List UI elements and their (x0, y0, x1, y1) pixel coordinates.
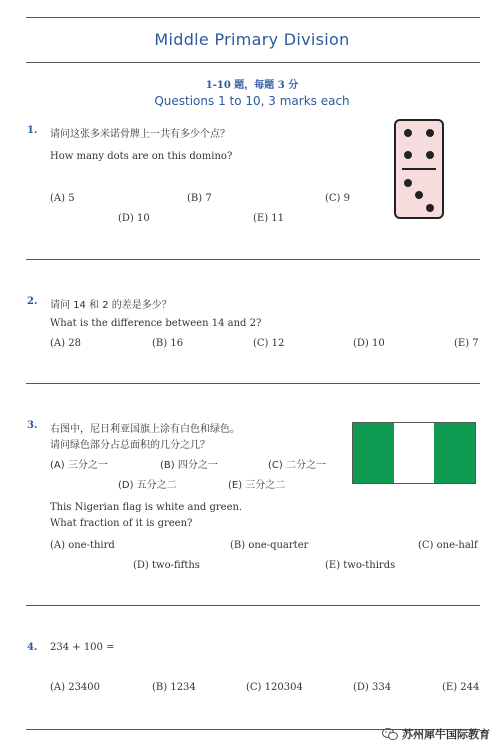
question-divider (26, 259, 480, 260)
question-3-option-b[interactable]: (B) one-quarter (230, 540, 309, 551)
question-4-option-c[interactable]: (C) 120304 (246, 682, 303, 693)
question-3-number: 3. (27, 420, 38, 431)
domino-dot (415, 191, 423, 199)
question-3-option-cn-c[interactable]: (C) 二分之一 (268, 460, 326, 471)
question-2-option-d[interactable]: (D) 10 (353, 338, 385, 349)
question-1-option-e[interactable]: (E) 11 (253, 213, 285, 224)
question-3-option-cn-a[interactable]: (A) 三分之一 (50, 460, 108, 471)
question-3-text-en-line1: This Nigerian flag is white and green. (50, 502, 243, 513)
question-3-text-cn-line2: 请问绿色部分占总面积的几分之几？ (50, 440, 210, 451)
domino-dot (404, 151, 412, 159)
question-1-number: 1. (27, 125, 38, 136)
question-divider (26, 605, 480, 606)
question-2-text-cn: 请问 14 和 2 的差是多少？ (50, 300, 172, 311)
question-3-text-en-line2: What fraction of it is green? (50, 518, 193, 529)
question-3-option-e[interactable]: (E) two-thirds (325, 560, 396, 571)
question-3-option-a[interactable]: (A) one-third (50, 540, 115, 551)
question-4-option-a[interactable]: (A) 23400 (50, 682, 101, 693)
header-rule (26, 62, 480, 63)
question-3-option-cn-d[interactable]: (D) 五分之二 (118, 480, 177, 491)
question-2-number: 2. (27, 296, 38, 307)
question-2-option-e[interactable]: (E) 7 (454, 338, 479, 349)
question-1-text-en: How many dots are on this domino? (50, 151, 233, 162)
domino-divider (402, 168, 436, 170)
question-3-text-cn-line1: 右图中，尼日利亚国旗上涂有白色和绿色。 (50, 424, 240, 435)
question-1-text-cn: 请问这张多米诺骨牌上一共有多少个点？ (50, 129, 230, 140)
domino-dot (426, 204, 434, 212)
flag-white-band (394, 423, 435, 483)
nigerian-flag-figure (352, 422, 476, 484)
question-4-option-b[interactable]: (B) 1234 (152, 682, 196, 693)
domino-figure (394, 119, 444, 219)
question-4-option-d[interactable]: (D) 334 (353, 682, 392, 693)
watermark-text: 苏州犀牛国际教育 (402, 728, 490, 741)
watermark (382, 726, 490, 742)
domino-dot (404, 179, 412, 187)
question-2-option-c[interactable]: (C) 12 (253, 338, 285, 349)
domino-dot (426, 129, 434, 137)
domino-dot (426, 151, 434, 159)
question-3-option-cn-b[interactable]: (B) 四分之一 (160, 460, 218, 471)
top-rule (26, 17, 480, 18)
question-4-option-e[interactable]: (E) 244 (442, 682, 480, 693)
question-4-text-en: 234 + 100 = (50, 642, 115, 653)
question-3-option-cn-e[interactable]: (E) 三分之二 (228, 480, 286, 491)
domino-dot (404, 129, 412, 137)
question-1-option-b[interactable]: (B) 7 (187, 193, 212, 204)
question-3-option-d[interactable]: (D) two-fifths (133, 560, 200, 571)
question-1-option-c[interactable]: (C) 9 (325, 193, 350, 204)
question-1-option-d[interactable]: (D) 10 (118, 213, 150, 224)
question-2-text-en: What is the difference between 14 and 2? (50, 318, 262, 329)
section-subtitle-en: Questions 1 to 10, 3 marks each (154, 94, 350, 108)
wechat-icon (382, 728, 398, 740)
flag-green-band (434, 423, 475, 483)
section-subtitle-cn: 1-10 题，每题 3 分 (205, 80, 299, 91)
question-1-option-a[interactable]: (A) 5 (50, 193, 75, 204)
question-3-option-c[interactable]: (C) one-half (418, 540, 478, 551)
flag-green-band (353, 423, 394, 483)
page-title: Middle Primary Division (154, 30, 350, 49)
question-2-option-b[interactable]: (B) 16 (152, 338, 184, 349)
question-4-number: 4. (27, 642, 38, 653)
question-divider (26, 383, 480, 384)
question-2-option-a[interactable]: (A) 28 (50, 338, 81, 349)
